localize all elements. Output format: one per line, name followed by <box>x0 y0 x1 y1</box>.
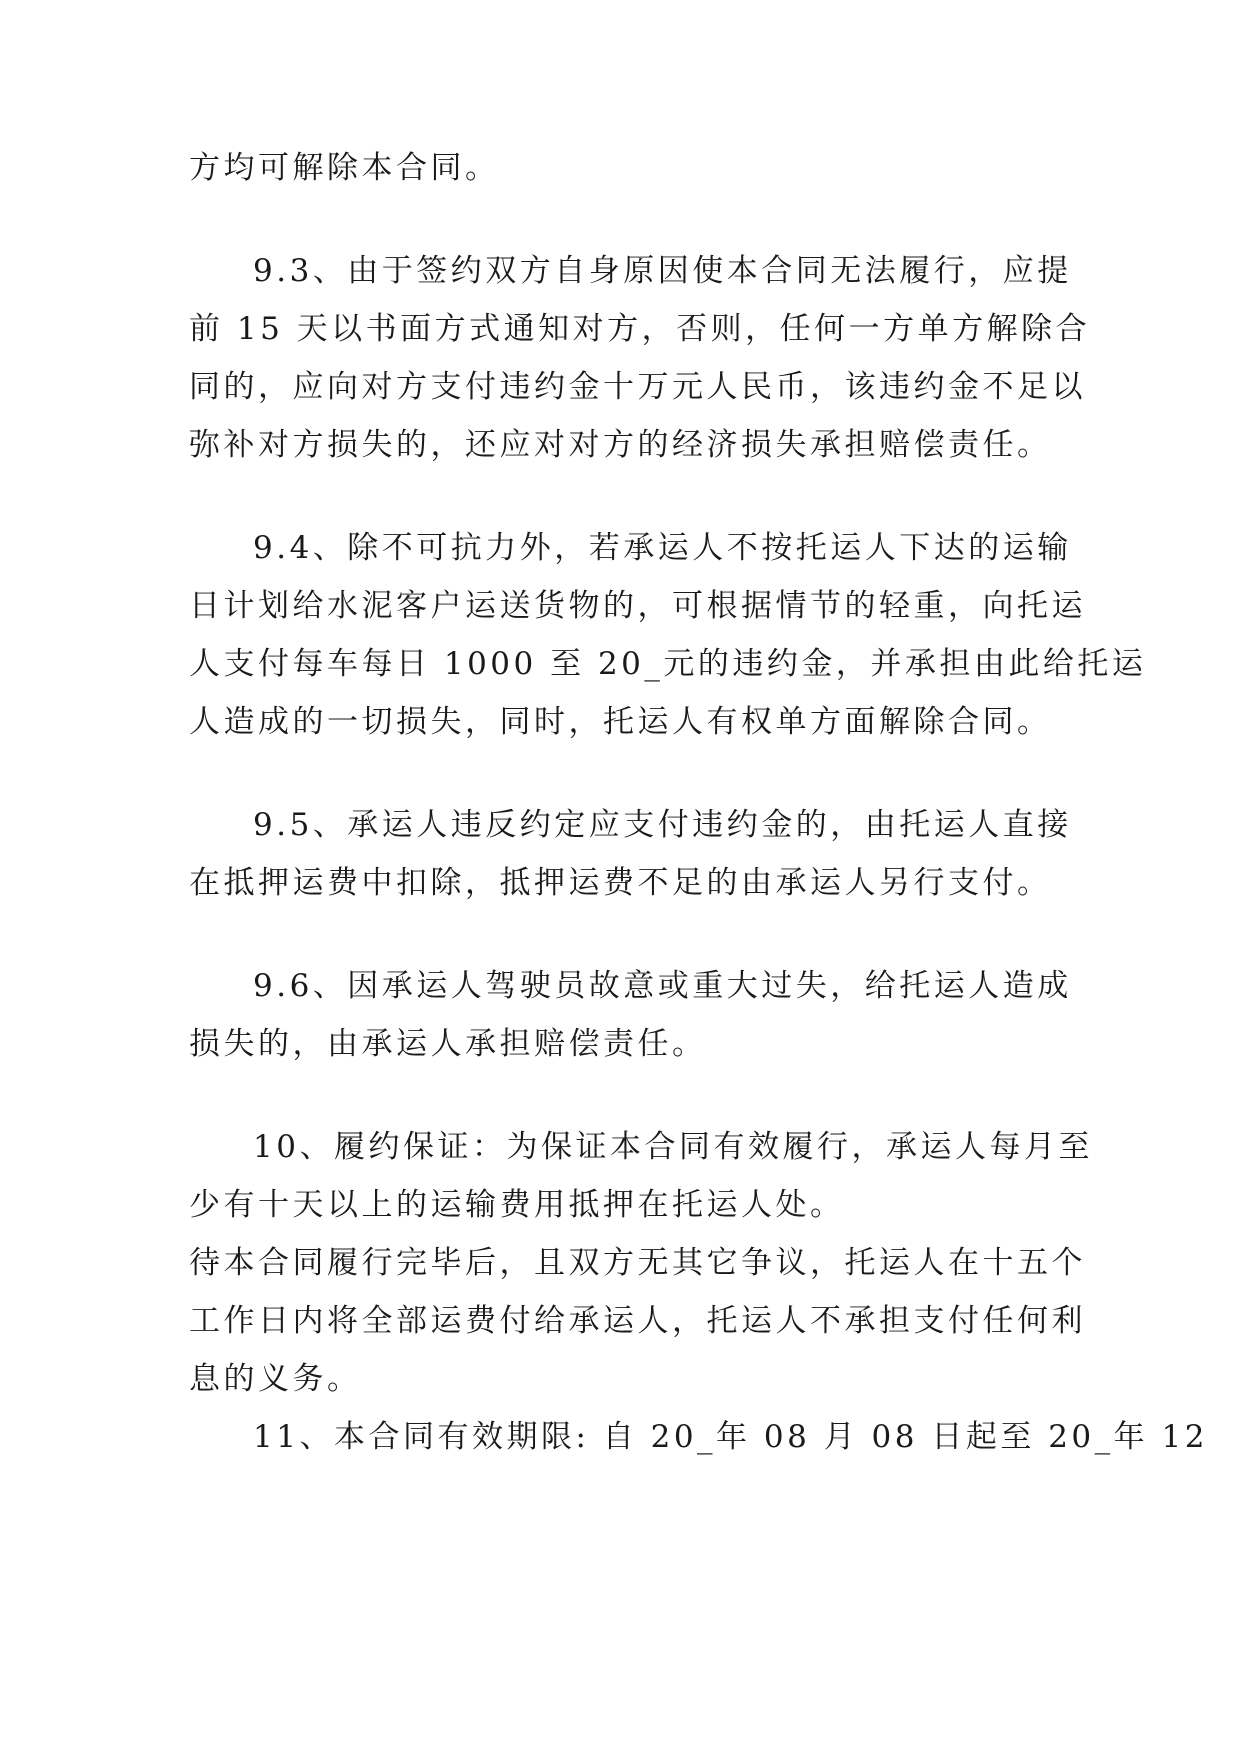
text-line: 少有十天以上的运输费用抵押在托运人处。 <box>189 1187 845 1223</box>
text-line: 9.5、承运人违反约定应支付违约金的，由托运人直接 <box>253 807 1072 843</box>
text-line: 人造成的一切损失，同时，托运人有权单方面解除合同。 <box>189 704 1052 740</box>
text-line: 9.6、因承运人驾驶员故意或重大过失，给托运人造成 <box>253 968 1072 1004</box>
text-line: 弥补对方损失的，还应对对方的经济损失承担赔偿责任。 <box>189 427 1052 463</box>
text-line: 同的，应向对方支付违约金十万元人民币，该违约金不足以 <box>189 369 1086 405</box>
text-line: 日计划给水泥客户运送货物的，可根据情节的轻重，向托运 <box>189 588 1086 624</box>
text-line: 在抵押运费中扣除，抵押运费不足的由承运人另行支付。 <box>189 865 1052 901</box>
text-line: 人支付每车每日 1000 至 20_元的违约金，并承担由此给托运 <box>189 646 1147 682</box>
text-line: 待本合同履行完毕后，且双方无其它争议，托运人在十五个 <box>189 1245 1086 1281</box>
text-line: 工作日内将全部运费付给承运人，托运人不承担支付任何利 <box>189 1303 1086 1339</box>
text-line: 9.3、由于签约双方自身原因使本合同无法履行，应提 <box>253 253 1072 289</box>
text-line: 方均可解除本合同。 <box>189 150 500 186</box>
text-line: 9.4、除不可抗力外，若承运人不按托运人下达的运输 <box>253 530 1072 566</box>
text-line: 11、本合同有效期限: 自 20_年 08 月 08 日起至 20_年 12 <box>253 1419 1208 1455</box>
text-line: 损失的，由承运人承担赔偿责任。 <box>189 1026 707 1062</box>
text-line: 10、履约保证：为保证本合同有效履行，承运人每月至 <box>253 1129 1093 1165</box>
text-line: 前 15 天以书面方式通知对方，否则，任何一方单方解除合 <box>189 311 1091 347</box>
text-line: 息的义务。 <box>189 1361 362 1397</box>
